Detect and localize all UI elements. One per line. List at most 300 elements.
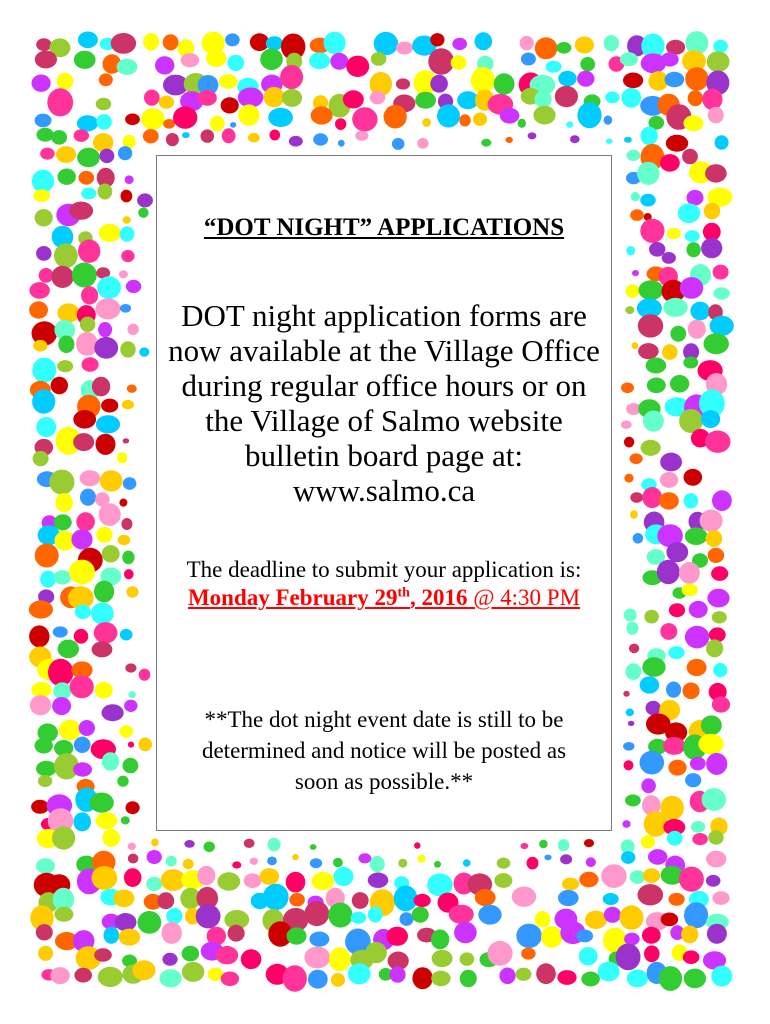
decorative-dot — [73, 410, 96, 429]
decorative-dot — [292, 854, 299, 860]
decorative-dot — [628, 721, 635, 726]
decorative-dot — [620, 52, 638, 66]
decorative-dot — [644, 610, 659, 624]
decorative-dot — [708, 548, 725, 563]
decorative-dot — [289, 893, 305, 906]
decorative-dot — [566, 121, 573, 127]
decorative-dot — [29, 301, 48, 318]
decorative-dot — [32, 170, 54, 193]
decorative-dot — [685, 67, 708, 90]
decorative-dot — [630, 453, 643, 464]
decorative-dot — [100, 470, 123, 491]
decorative-dot — [660, 472, 678, 488]
decorative-dot — [691, 821, 705, 833]
decorative-dot — [38, 946, 53, 961]
decorative-dot — [481, 139, 491, 147]
decorative-dot — [558, 71, 576, 86]
decorative-dot — [679, 867, 704, 892]
decorative-dot — [76, 332, 98, 356]
decorative-dot — [36, 417, 56, 437]
decorative-dot — [698, 734, 723, 755]
decorative-dot — [74, 968, 92, 983]
decorative-dot — [657, 560, 680, 584]
decorative-dot — [681, 926, 698, 944]
decorative-dot — [641, 778, 656, 793]
decorative-dot — [621, 851, 635, 864]
decorative-dot — [687, 190, 704, 206]
decorative-dot — [431, 971, 450, 987]
decorative-dot — [626, 150, 640, 161]
decorative-dot — [113, 890, 134, 908]
decorative-dot — [640, 219, 664, 243]
decorative-dot — [626, 246, 635, 256]
decorative-dot — [702, 89, 722, 111]
decorative-dot — [712, 611, 727, 623]
decorative-dot — [660, 623, 677, 640]
decorative-dot — [690, 302, 710, 321]
decorative-dot — [638, 343, 659, 359]
decorative-dot — [74, 51, 96, 69]
decorative-dot — [111, 33, 136, 54]
decorative-dot — [584, 839, 594, 847]
body-line: the Village of Salmo website — [205, 403, 563, 438]
decorative-dot — [80, 317, 95, 332]
decorative-dot — [126, 801, 140, 814]
decorative-dot — [216, 946, 238, 964]
decorative-dot — [197, 866, 215, 885]
decorative-dot — [78, 32, 98, 49]
decorative-dot — [713, 663, 727, 677]
decorative-dot — [77, 148, 100, 168]
flyer-body — [157, 298, 611, 508]
deadline-date-main: Monday February 29 — [187, 585, 398, 610]
decorative-dot — [630, 510, 638, 519]
decorative-dot — [289, 136, 303, 147]
decorative-dot — [157, 892, 174, 909]
decorative-dot — [334, 867, 354, 886]
deadline-time: 4:30 PM — [500, 585, 581, 610]
decorative-dot — [119, 929, 141, 946]
decorative-dot — [244, 873, 262, 888]
decorative-dot — [72, 263, 97, 288]
decorative-dot — [201, 129, 215, 142]
decorative-dot — [30, 695, 51, 715]
decorative-dot — [604, 116, 613, 125]
decorative-dot — [459, 114, 470, 126]
decorative-dot — [343, 90, 364, 108]
decorative-dot — [683, 950, 700, 964]
decorative-dot — [648, 849, 667, 865]
decorative-dot — [536, 963, 556, 984]
decorative-dot — [521, 843, 529, 849]
decorative-dot — [680, 277, 703, 299]
body-line: now available at the Village Office — [168, 333, 600, 368]
decorative-dot — [36, 858, 55, 874]
decorative-dot — [97, 276, 121, 299]
decorative-dot — [184, 840, 194, 848]
decorative-dot — [487, 941, 512, 966]
decorative-dot — [598, 962, 620, 982]
decorative-dot — [577, 71, 594, 87]
decorative-dot — [712, 696, 730, 712]
decorative-dot — [527, 857, 539, 870]
decorative-dot — [685, 773, 701, 787]
decorative-dot — [662, 344, 678, 360]
decorative-dot — [182, 962, 204, 982]
decorative-dot — [77, 115, 98, 131]
decorative-dot — [73, 762, 92, 776]
decorative-dot — [663, 298, 687, 317]
decorative-dot — [707, 924, 727, 944]
decorative-dot — [263, 884, 289, 911]
decorative-dot — [74, 129, 89, 142]
deadline-block — [157, 556, 611, 612]
decorative-dot — [494, 73, 515, 94]
decorative-dot — [475, 889, 496, 906]
decorative-dot — [312, 872, 334, 890]
decorative-dot — [711, 966, 732, 987]
decorative-dot — [365, 942, 387, 963]
decorative-dot — [623, 691, 629, 697]
decorative-dot — [690, 757, 706, 771]
decorative-dot — [687, 659, 707, 676]
decorative-dot — [31, 800, 49, 814]
decorative-dot — [232, 861, 241, 868]
decorative-dot — [35, 114, 52, 128]
decorative-dot — [115, 913, 137, 931]
decorative-dot — [646, 701, 661, 716]
decorative-dot — [122, 400, 134, 409]
decorative-dot — [121, 816, 130, 824]
decorative-dot — [516, 924, 542, 948]
decorative-dot — [308, 970, 328, 989]
decorative-dot — [631, 192, 640, 201]
decorative-dot — [712, 891, 729, 905]
decorative-dot — [557, 970, 576, 985]
decorative-dot — [58, 336, 74, 354]
decorative-dot — [73, 812, 91, 831]
decorative-dot — [633, 533, 644, 544]
decorative-dot — [96, 98, 112, 110]
decorative-dot — [126, 586, 138, 597]
decorative-dot — [79, 171, 95, 185]
decorative-dot — [264, 87, 285, 107]
decorative-dot — [54, 907, 73, 922]
decorative-dot — [643, 411, 664, 432]
decorative-dot — [620, 905, 644, 929]
decorative-dot — [338, 140, 345, 147]
decorative-dot — [661, 913, 679, 927]
decorative-dot — [576, 930, 593, 943]
decorative-dot — [238, 104, 259, 125]
decorative-dot — [159, 969, 181, 987]
decorative-dot — [626, 284, 640, 297]
body-line: during regular office hours or on — [181, 368, 587, 403]
decorative-dot — [267, 857, 277, 866]
body-line: bulletin board page at: — [244, 438, 524, 473]
decorative-dot — [621, 383, 634, 394]
decorative-dot — [141, 108, 164, 129]
decorative-dot — [630, 870, 645, 884]
decorative-dot — [36, 246, 51, 261]
decorative-dot — [124, 868, 142, 887]
decorative-dot — [684, 902, 708, 928]
decorative-dot — [621, 421, 632, 429]
decorative-dot — [94, 337, 118, 359]
decorative-dot — [585, 911, 607, 929]
decorative-dot — [398, 859, 407, 868]
note-line: **The dot night event date is still to be — [204, 707, 564, 732]
decorative-dot — [632, 270, 639, 276]
decorative-dot — [198, 90, 217, 106]
decorative-dot — [346, 56, 369, 77]
decorative-dot — [304, 901, 329, 926]
decorative-dot — [386, 927, 408, 946]
decorative-dot — [707, 589, 729, 608]
decorative-dot — [280, 65, 303, 89]
decorative-dot — [624, 474, 633, 483]
decorative-dot — [659, 966, 682, 991]
decorative-dot — [92, 377, 110, 397]
decorative-dot — [533, 106, 555, 125]
decorative-dot — [98, 967, 123, 987]
decorative-dot — [96, 812, 118, 829]
decorative-dot — [143, 33, 159, 51]
decorative-dot — [69, 560, 95, 585]
note-line: soon as possible.** — [294, 769, 474, 794]
decorative-dot — [33, 189, 50, 202]
decorative-dot — [702, 788, 727, 811]
decorative-dot — [417, 138, 428, 149]
decorative-dot — [641, 835, 655, 848]
decorative-dot — [81, 286, 98, 304]
decorative-dot — [606, 139, 613, 144]
decorative-dot — [539, 840, 548, 848]
decorative-dot — [638, 314, 663, 337]
decorative-dot — [689, 601, 708, 618]
decorative-dot — [580, 57, 595, 71]
decorative-dot — [29, 600, 53, 618]
decorative-dot — [544, 855, 551, 861]
decorative-dot — [414, 894, 431, 907]
decorative-dot — [627, 970, 648, 988]
decorative-dot — [98, 184, 113, 200]
decorative-dot — [412, 967, 432, 989]
decorative-dot — [384, 105, 407, 129]
decorative-dot — [31, 75, 50, 92]
decorative-dot — [270, 130, 281, 141]
decorative-dot — [626, 622, 638, 635]
decorative-dot — [640, 751, 665, 775]
decorative-dot — [57, 169, 75, 185]
decorative-dot — [475, 32, 493, 50]
decorative-dot — [79, 720, 95, 736]
decorative-dot — [632, 342, 639, 349]
decorative-dot — [575, 37, 594, 54]
decorative-dot — [310, 858, 322, 868]
decorative-dot — [250, 858, 258, 865]
decorative-dot — [241, 949, 262, 969]
decorative-dot — [625, 306, 634, 314]
decorative-dot — [497, 858, 511, 869]
decorative-dot — [701, 238, 722, 258]
decorative-dot — [221, 972, 239, 987]
decorative-dot — [478, 905, 501, 925]
announcement-panel — [156, 155, 612, 831]
decorative-dot — [95, 682, 113, 699]
decorative-dot — [74, 737, 91, 753]
decorative-dot — [138, 738, 152, 752]
decorative-dot — [48, 659, 73, 687]
decorative-dot — [417, 855, 426, 863]
decorative-dot — [710, 316, 734, 336]
decorative-dot — [666, 682, 681, 698]
decorative-dot — [35, 544, 59, 568]
decorative-dot — [512, 887, 536, 907]
decorative-dot — [120, 304, 131, 313]
decorative-dot — [311, 106, 333, 124]
decorative-dot — [309, 52, 330, 69]
decorative-dot — [642, 487, 662, 508]
decorative-dot — [621, 88, 641, 108]
decorative-dot — [624, 609, 637, 622]
decorative-dot — [266, 36, 283, 50]
decorative-dot — [118, 146, 132, 160]
decorative-dot — [196, 904, 221, 928]
decorative-dot — [705, 431, 731, 453]
decorative-dot — [260, 868, 279, 885]
decorative-dot — [432, 950, 453, 967]
decorative-dot — [81, 188, 96, 200]
decorative-dot — [707, 51, 730, 72]
decorative-dot — [127, 385, 137, 393]
decorative-dot — [166, 133, 179, 146]
decorative-dot — [682, 149, 698, 165]
decorative-dot — [54, 570, 72, 584]
decorative-dot — [708, 107, 724, 124]
decorative-dot — [706, 530, 723, 547]
decorative-dot — [665, 72, 685, 87]
decorative-dot — [324, 32, 346, 54]
flyer-title: “DOT NIGHT” APPLICATIONS — [203, 214, 565, 241]
decorative-dot — [227, 55, 244, 71]
decorative-dot — [328, 903, 352, 928]
decorative-dot — [546, 61, 562, 73]
decorative-dot — [128, 843, 136, 850]
body-line: DOT night application forms are — [181, 298, 587, 333]
decorative-dot — [494, 873, 512, 888]
decorative-dot — [138, 911, 162, 934]
decorative-dot — [686, 242, 700, 257]
decorative-dot — [29, 625, 49, 647]
decorative-dot — [669, 603, 685, 617]
decorative-dot — [163, 119, 175, 129]
decorative-dot — [137, 193, 153, 207]
decorative-dot — [352, 892, 369, 909]
decorative-dot — [642, 927, 661, 944]
decorative-dot — [625, 663, 641, 680]
decorative-dot — [392, 138, 405, 150]
decorative-dot — [304, 947, 330, 969]
decorative-dot — [516, 968, 532, 981]
decorative-dot — [183, 859, 194, 869]
decorative-dot — [669, 893, 685, 906]
decorative-dot — [56, 146, 76, 163]
decorative-dot — [616, 944, 641, 971]
decorative-dot — [120, 341, 135, 357]
decorative-dot — [121, 250, 134, 262]
decorative-dot — [431, 929, 449, 949]
decorative-dot — [94, 622, 118, 643]
decorative-dot — [96, 434, 116, 455]
decorative-dot — [640, 127, 657, 146]
decorative-dot — [36, 761, 57, 777]
decorative-dot — [143, 129, 159, 143]
decorative-dot — [528, 132, 537, 139]
decorative-dot — [666, 135, 688, 152]
decorative-dot — [706, 851, 726, 868]
decorative-dot — [80, 489, 96, 506]
decorative-dot — [125, 663, 136, 672]
decorative-dot — [705, 164, 727, 182]
decorative-dot — [40, 148, 54, 160]
decorative-dot — [668, 760, 686, 776]
decorative-dot — [76, 512, 95, 531]
decorative-dot — [35, 209, 53, 226]
decorative-dot — [463, 859, 471, 866]
decorative-dot — [701, 715, 722, 735]
decorative-dot — [708, 830, 723, 844]
decorative-dot — [685, 626, 709, 649]
decorative-dot — [32, 358, 56, 383]
decorative-dot — [649, 242, 665, 257]
decorative-dot — [701, 410, 720, 428]
decorative-dot — [33, 340, 47, 352]
decorative-dot — [659, 492, 679, 509]
decorative-dot — [330, 53, 348, 70]
decorative-dot — [333, 858, 343, 867]
decorative-dot — [712, 490, 732, 511]
decorative-dot — [71, 529, 92, 549]
decorative-dot — [506, 137, 513, 143]
decorative-dot — [40, 571, 56, 588]
decorative-dot — [32, 389, 55, 413]
decorative-dot — [128, 691, 135, 698]
decorative-dot — [119, 499, 127, 507]
decorative-dot — [51, 130, 67, 145]
decorative-dot — [117, 776, 128, 787]
decorative-dot — [70, 675, 94, 698]
decorative-dot — [679, 562, 700, 584]
decorative-dot — [144, 90, 160, 106]
decorative-dot — [119, 270, 128, 278]
decorative-dot — [102, 829, 120, 847]
decorative-dot — [92, 641, 113, 657]
decorative-dot — [127, 324, 138, 335]
decorative-dot — [118, 535, 131, 545]
decorative-dot — [685, 527, 708, 545]
decorative-dot — [125, 114, 140, 126]
decorative-dot — [558, 890, 579, 906]
decorative-dot — [437, 104, 460, 127]
decorative-dot — [329, 947, 351, 971]
deadline-date-line — [157, 584, 611, 612]
decorative-dot — [217, 872, 240, 890]
decorative-dot — [449, 905, 474, 924]
decorative-dot — [248, 133, 260, 143]
decorative-dot — [688, 90, 703, 106]
decorative-dot — [415, 92, 436, 109]
